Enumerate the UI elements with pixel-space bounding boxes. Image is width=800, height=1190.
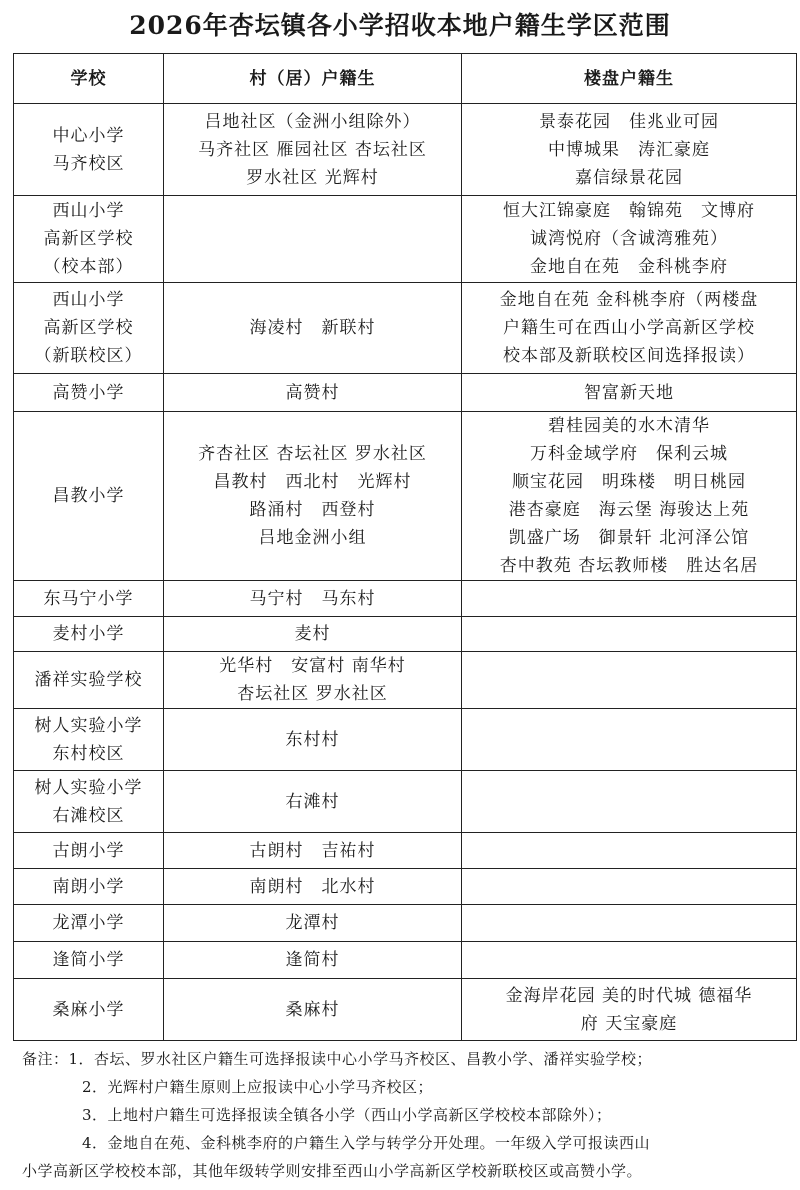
village-cell [164,771,462,833]
village-text: 马齐社区 雁园社区 杏坛社区 [198,139,427,160]
table-row [14,869,797,905]
district-table [13,53,797,1041]
estate-text: 景泰花园 佳兆业可园 [539,111,719,132]
school-text: 麦村小学 [52,624,125,644]
estate-cell [462,833,797,869]
school-cell [14,104,164,196]
school-text: 龙潭小学 [52,913,125,933]
village-cell [164,374,462,412]
estate-cell [462,979,797,1041]
village-text: 高赞村 [285,382,340,403]
village-text: 吕地金洲小组 [258,528,367,548]
school-text: 马齐校区 [52,153,125,174]
estate-text: 诚湾悦府（含诚湾雅苑） [530,229,728,249]
table-row [14,196,797,283]
school-text: 古朗小学 [52,840,125,861]
school-text: 东马宁小学 [43,588,134,609]
village-text: 光华村 安富村 南华村 [219,656,406,676]
village-cell [164,283,462,374]
estate-text: 金地自在苑 金科桃李府（两楼盘 [499,290,759,310]
school-cell [14,412,164,581]
estate-cell [462,771,797,833]
village-text: 麦村 [294,624,331,644]
header-village: 村（居）户籍生 [164,54,462,104]
estate-cell [462,196,797,283]
table-row [14,374,797,412]
school-cell [14,581,164,617]
estate-text: 嘉信绿景花园 [575,167,683,188]
village-cell [164,196,462,283]
estate-text: 智富新天地 [584,382,674,403]
village-cell [164,833,462,869]
page-title: 2026年杏坛镇各小学招收本地户籍生学区范围 [129,11,671,40]
village-text: 杏坛社区 罗水社区 [237,684,388,704]
village-text: 吕地社区（金洲小组除外） [204,111,421,132]
village-text: 龙潭村 [285,913,340,933]
estate-text: 万科金域学府 保利云城 [530,444,728,464]
table-row [14,905,797,942]
table-row [14,709,797,771]
village-text: 路涌村 西登村 [249,500,376,520]
village-cell [164,905,462,942]
school-text: 树人实验小学 [34,715,143,736]
school-cell [14,283,164,374]
village-text: 逢简村 [285,950,340,970]
village-text: 昌教村 西北村 光辉村 [213,472,412,492]
estate-cell [462,374,797,412]
school-cell [14,374,164,412]
table-row [14,104,797,196]
school-text: 桑麻小学 [52,999,125,1020]
school-text: 高新区学校 [43,318,134,338]
estate-cell [462,869,797,905]
village-text: 右滩村 [285,791,340,812]
school-cell [14,869,164,905]
school-cell [14,942,164,979]
school-cell [14,617,164,652]
school-cell [14,833,164,869]
estate-cell [462,652,797,709]
school-text: 昌教小学 [52,486,125,506]
table-row [14,412,797,581]
estate-text: 杏中教苑 杏坛教师楼 胜达名居 [499,556,759,576]
school-text: 西山小学 [52,290,125,310]
estate-text: 凯盛广场 御景轩 北河泽公馆 [508,528,750,548]
school-text: 高赞小学 [52,382,125,403]
village-cell [164,617,462,652]
notes [22,1045,792,1185]
village-cell [164,942,462,979]
note-line: 备注：1．杏坛、罗水社区户籍生可选择报读中心小学马齐校区、昌教小学、潘祥实验学校； [22,1050,653,1068]
school-cell [14,652,164,709]
village-text: 马宁村 马东村 [249,588,376,609]
note-line: 2．光辉村户籍生原则上应报读中心小学马齐校区； [82,1078,434,1096]
table-row [14,979,797,1041]
table-row [14,283,797,374]
school-text: 潘祥实验学校 [34,670,143,690]
table-row [14,652,797,709]
village-cell [164,869,462,905]
note-line: 3．上地村户籍生可选择报读全镇各小学（西山小学高新区学校校本部除外）； [82,1106,612,1124]
table-row [14,617,797,652]
school-text: 高新区学校 [43,229,134,249]
header-school: 学校 [14,54,164,104]
school-text: 树人实验小学 [34,777,143,798]
school-text: 南朗小学 [52,876,125,897]
village-cell [164,581,462,617]
village-text: 古朗村 吉祐村 [249,840,376,861]
estate-text: 金地自在苑 金科桃李府 [530,257,728,277]
school-text: 右滩校区 [52,805,125,826]
estate-cell [462,709,797,771]
school-text: 中心小学 [52,125,125,146]
estate-text: 恒大江锦豪庭 翰锦苑 文博府 [503,201,755,221]
estate-cell [462,581,797,617]
school-cell [14,905,164,942]
table-row [14,771,797,833]
school-text: 东村校区 [52,743,125,764]
school-text: （新联校区） [34,346,143,366]
table-row [14,942,797,979]
estate-cell [462,617,797,652]
village-cell [164,979,462,1041]
estate-text: 府 天宝豪庭 [580,1013,678,1034]
village-text: 东村村 [285,729,340,750]
village-cell [164,412,462,581]
estate-text: 金海岸花园 美的时代城 德福华 [505,985,753,1006]
estate-cell [462,412,797,581]
school-cell [14,709,164,771]
estate-text: 顺宝花园 明珠楼 明日桃园 [512,472,746,492]
school-text: 西山小学 [52,201,125,221]
estate-text: 校本部及新联校区间选择报读） [503,346,755,366]
school-cell [14,196,164,283]
village-text: 海凌村 新联村 [249,318,376,338]
village-cell [164,652,462,709]
table-row [14,581,797,617]
estate-text: 中博城果 涛汇豪庭 [548,139,710,160]
estate-cell [462,104,797,196]
village-cell [164,709,462,771]
note-line: 小学高新区学校校本部，其他年级转学则安排至西山小学高新区学校新联校区或高赞小学。 [22,1162,643,1180]
village-text: 齐杏社区 杏坛社区 罗水社区 [198,444,427,464]
school-text: （校本部） [43,257,134,277]
header-estate: 楼盘户籍生 [462,54,797,104]
table-header-row [14,54,797,104]
estate-cell [462,283,797,374]
village-text: 南朗村 北水村 [249,876,376,897]
estate-text: 户籍生可在西山小学高新区学校 [503,318,755,338]
table-row [14,833,797,869]
village-text: 罗水社区 光辉村 [246,167,379,188]
village-cell [164,104,462,196]
estate-text: 碧桂园美的水木清华 [548,416,710,436]
estate-text: 港杏豪庭 海云堡 海骏达上苑 [508,500,750,520]
estate-cell [462,905,797,942]
note-line: 4．金地自在苑、金科桃李府的户籍生入学与转学分开处理。一年级入学可报读西山 [82,1134,651,1152]
village-text: 桑麻村 [285,999,340,1020]
school-cell [14,979,164,1041]
estate-cell [462,942,797,979]
school-cell [14,771,164,833]
school-text: 逢简小学 [52,950,125,970]
